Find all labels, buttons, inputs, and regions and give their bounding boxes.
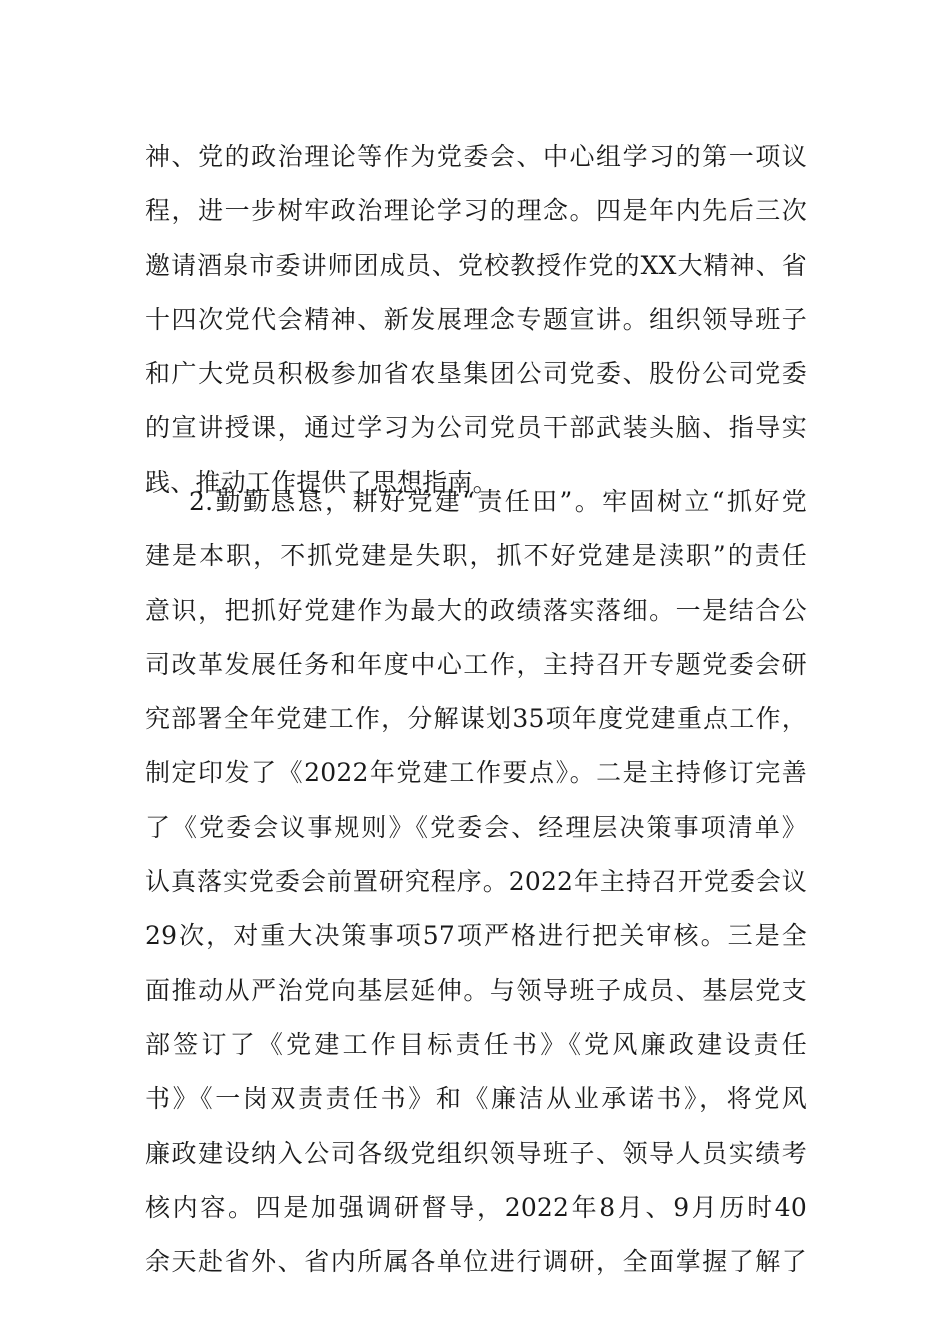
paragraph-2-line-14: 核内容。四是加强调研督导，2022年8月、9月历时40 <box>145 1192 807 1222</box>
paragraph-2-line-9: 29次，对重大决策事项57项严格进行把关审核。三是全 <box>145 921 807 951</box>
paragraph-1-line-5: 和广大党员积极参加省农垦集团公司党委、股份公司党委 <box>145 359 807 389</box>
paragraph-2-line-3: 意识，把抓好党建作为最大的政绩落实落细。一是结合公 <box>145 595 807 625</box>
paragraph-2-line-15: 余天赴省外、省内所属各单位进行调研，全面掌握了解了 <box>145 1247 807 1277</box>
paragraph-1-line-3: 邀请酒泉市委讲师团成员、党校教授作党的XX大精神、省 <box>145 250 807 280</box>
paragraph-2-line-12: 书》《一岗双责责任书》和《廉洁从业承诺书》，将党风 <box>145 1084 807 1114</box>
paragraph-2-line-11: 部签订了《党建工作目标责任书》《党风廉政建设责任 <box>145 1029 807 1059</box>
paragraph-2-line-1: 2.勤勤恳恳，耕好党建“责任田”。牢固树立“抓好党 <box>189 487 807 516</box>
paragraph-1-line-2: 程，进一步树牢政治理论学习的理念。四是年内先后三次 <box>145 196 807 226</box>
paragraph-1-line-1: 神、党的政治理论等作为党委会、中心组学习的第一项议 <box>145 142 807 171</box>
paragraph-2-line-10: 面推动从严治党向基层延伸。与领导班子成员、基层党支 <box>145 975 807 1005</box>
paragraph-1-line-6: 的宣讲授课，通过学习为公司党员干部武装头脑、指导实 <box>145 413 807 443</box>
paragraph-2-line-5: 究部署全年党建工作，分解谋划35项年度党建重点工作， <box>145 704 807 734</box>
paragraph-1 <box>145 134 807 514</box>
paragraph-2-line-8: 认真落实党委会前置研究程序。2022年主持召开党委会议 <box>145 867 807 897</box>
paragraph-2-line-7: 了《党委会议事规则》《党委会、经理层决策事项清单》 <box>145 812 807 842</box>
paragraph-1-line-7: 践、推动工作提供了思想指南。 <box>145 467 498 497</box>
paragraph-2-line-4: 司改革发展任务和年度中心工作，主持召开专题党委会研 <box>145 649 807 679</box>
paragraph-2-line-2: 建是本职，不抓党建是失职，抓不好党建是渎职”的责任 <box>145 541 807 571</box>
paragraph-2 <box>145 479 807 1293</box>
paragraph-1-line-4: 十四次党代会精神、新发展理念专题宣讲。组织领导班子 <box>145 304 807 334</box>
paragraph-2-line-13: 廉政建设纳入公司各级党组织领导班子、领导人员实绩考 <box>145 1138 807 1168</box>
paragraph-2-line-6: 制定印发了《2022年党建工作要点》。二是主持修订完善 <box>145 758 807 788</box>
